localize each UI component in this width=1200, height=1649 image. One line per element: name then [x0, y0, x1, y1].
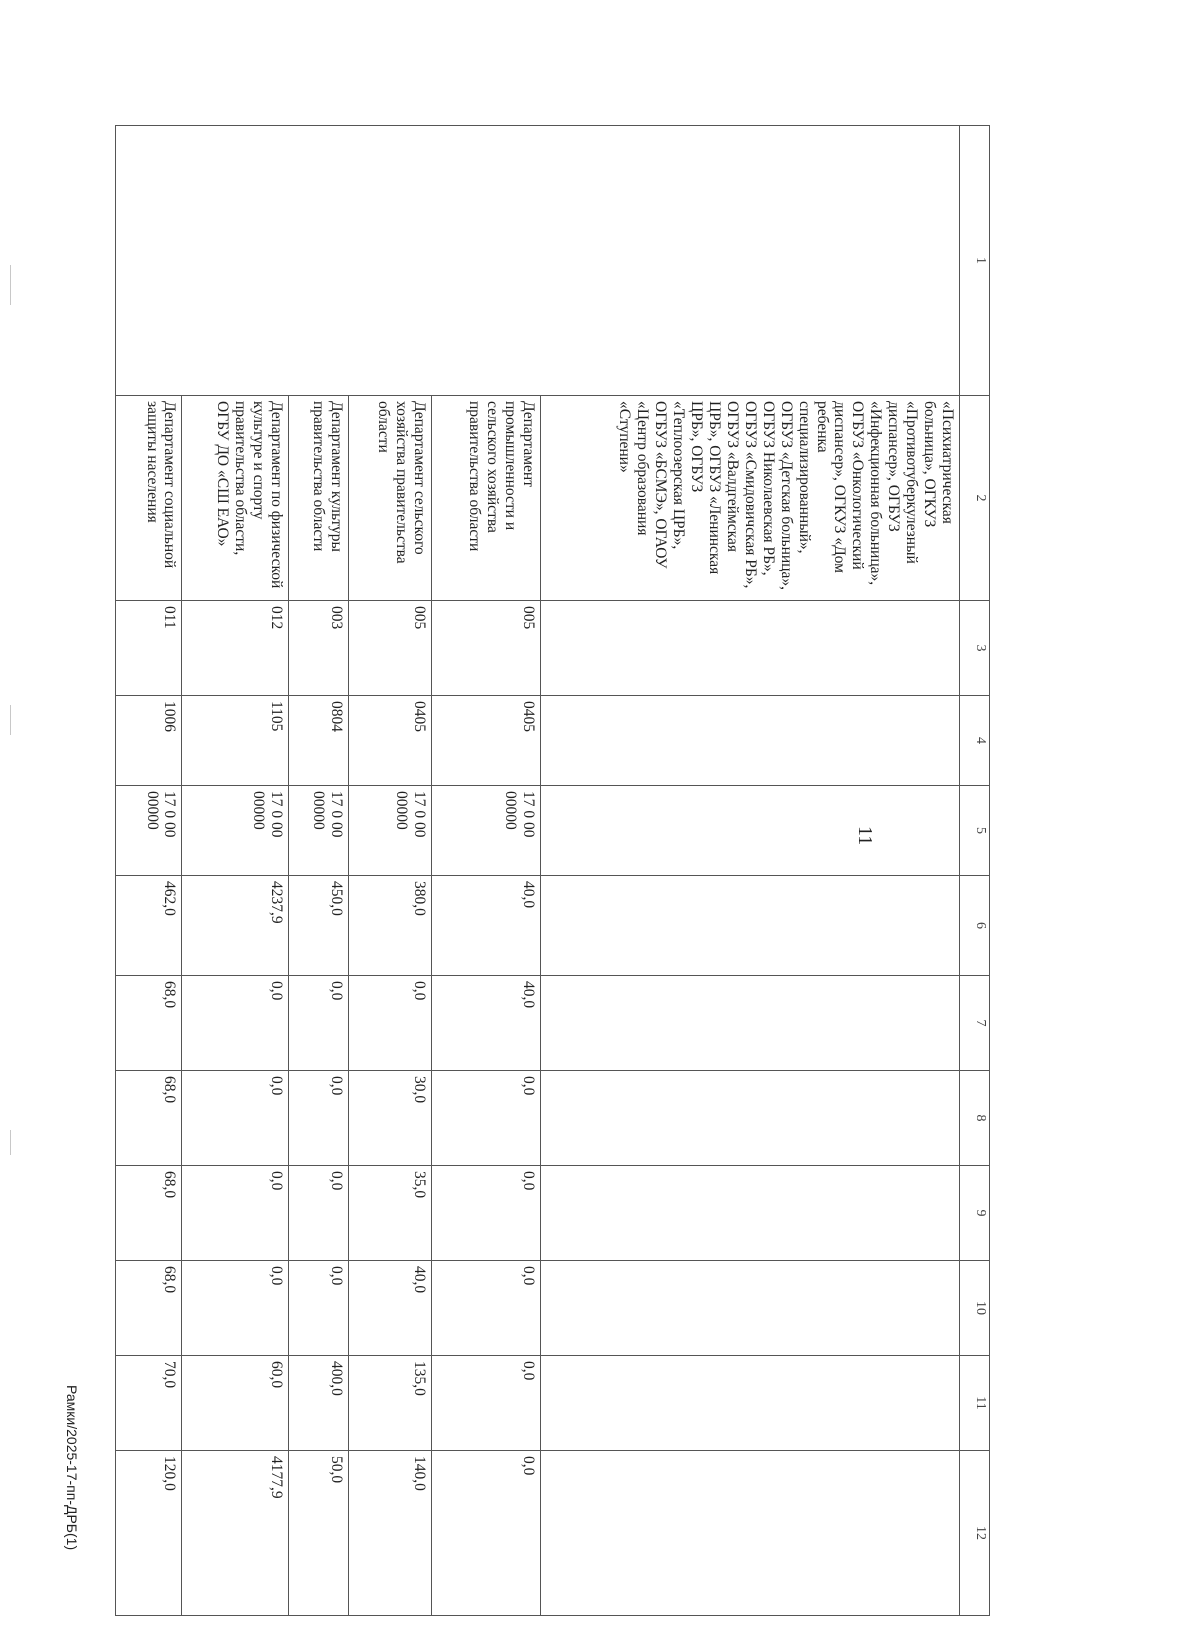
column-number: 7	[960, 976, 990, 1071]
budget-table-grid	[115, 125, 990, 1616]
cell-value: 4237,9	[182, 876, 289, 976]
cell-value: 0,0	[431, 1166, 540, 1261]
cell-value: 50,0	[289, 1451, 348, 1616]
cell-section: 0405	[348, 696, 431, 786]
cell-code: 003	[289, 601, 348, 696]
cell-value: 462,0	[116, 876, 183, 976]
cell-section: 1006	[116, 696, 183, 786]
cell-section: 0804	[289, 696, 348, 786]
row-name: Департамент промышленности и сельского хозяйства правительства области	[431, 396, 540, 601]
cell-value: 0,0	[289, 976, 348, 1071]
column-number: 4	[960, 696, 990, 786]
column-number: 9	[960, 1166, 990, 1261]
cell-code	[541, 601, 960, 696]
cell-value: 68,0	[116, 1261, 183, 1356]
row-name: «Психиатрическая больница», ОГКУЗ «Противотуберкулезный диспансер», ОГБУЗ «Инфекционная больница», ОГБУЗ «Онкологический диспансер», ОГКУЗ «Дом ребенка специализированный», ОГБУЗ «Детская больница», ОГБУЗ Николаевская РБ», ОГБУЗ «Смидовичская РБ», ОГБУЗ «Валдгеймская ЦРБ», ОГБУЗ «Ленинская ЦРБ», ОГБУЗ «Теплоозерская ЦРБ», ОГБУЗ «БСМЭ», ОГАОУ «Центр образования «Ступени»	[541, 396, 960, 601]
cell-value: 0,0	[289, 1166, 348, 1261]
column-number: 6	[960, 876, 990, 976]
cell-value: 120,0	[116, 1451, 183, 1616]
cell-target: 17 0 00 00000	[182, 786, 289, 876]
cell-value: 70,0	[116, 1356, 183, 1451]
cell-value: 60,0	[182, 1356, 289, 1451]
cell-section: 0405	[431, 696, 540, 786]
cell-code: 012	[182, 601, 289, 696]
cell-value: 0,0	[348, 976, 431, 1071]
cell-value: 0,0	[431, 1071, 540, 1166]
cell-target	[541, 786, 960, 876]
cell-value: 0,0	[182, 1071, 289, 1166]
row-name: Департамент культуры правительства области	[289, 396, 348, 601]
cell-value	[541, 1261, 960, 1356]
cell-target: 17 0 00 00000	[431, 786, 540, 876]
column-number: 5	[960, 786, 990, 876]
column-number-row	[960, 126, 990, 1616]
cell-value: 68,0	[116, 976, 183, 1071]
column-number: 12	[960, 1451, 990, 1616]
cell-target: 17 0 00 00000	[289, 786, 348, 876]
column-number: 8	[960, 1071, 990, 1166]
cell-value: 0,0	[289, 1071, 348, 1166]
table-row	[541, 126, 960, 1616]
scan-mark	[10, 705, 11, 735]
scan-mark	[10, 265, 11, 305]
cell-value: 140,0	[348, 1451, 431, 1616]
scan-mark	[10, 1130, 11, 1155]
cell-code: 011	[116, 601, 183, 696]
cell-value: 0,0	[182, 1166, 289, 1261]
cell-value	[541, 1166, 960, 1261]
page-number: 11	[854, 826, 876, 846]
document-footer: Рамки/2025-17-пп-ДРБ(1)	[64, 1385, 80, 1551]
column-number: 10	[960, 1261, 990, 1356]
cell-value: 4177,9	[182, 1451, 289, 1616]
column-number: 11	[960, 1356, 990, 1451]
cell-value: 135,0	[348, 1356, 431, 1451]
cell-value: 68,0	[116, 1071, 183, 1166]
cell-value	[541, 1071, 960, 1166]
column-number: 2	[960, 396, 990, 601]
column-number: 3	[960, 601, 990, 696]
cell-section	[541, 696, 960, 786]
cell-value: 0,0	[431, 1356, 540, 1451]
cell-code: 005	[431, 601, 540, 696]
cell-value	[541, 876, 960, 976]
row-label	[116, 126, 960, 396]
cell-value: 0,0	[431, 1261, 540, 1356]
cell-value: 380,0	[348, 876, 431, 976]
cell-value: 0,0	[289, 1261, 348, 1356]
cell-value: 400,0	[289, 1356, 348, 1451]
budget-table	[115, 125, 990, 1615]
row-name: Департамент по физической культуре и спорту правительства области, ОГБУ ДО «СШ ЕАО»	[182, 396, 289, 601]
cell-value: 30,0	[348, 1071, 431, 1166]
cell-target: 17 0 00 00000	[348, 786, 431, 876]
cell-value: 0,0	[182, 1261, 289, 1356]
cell-section: 1105	[182, 696, 289, 786]
row-name: Департамент социальной защиты населения	[116, 396, 183, 601]
cell-value	[541, 1451, 960, 1616]
cell-value: 0,0	[182, 976, 289, 1071]
cell-value: 450,0	[289, 876, 348, 976]
cell-value: 40,0	[431, 976, 540, 1071]
cell-value: 40,0	[348, 1261, 431, 1356]
cell-value	[541, 976, 960, 1071]
cell-value: 40,0	[431, 876, 540, 976]
column-number: 1	[960, 126, 990, 396]
row-name: Департамент сельского хозяйства правительства области	[348, 396, 431, 601]
cell-value	[541, 1356, 960, 1451]
cell-value: 35,0	[348, 1166, 431, 1261]
cell-code: 005	[348, 601, 431, 696]
cell-target: 17 0 00 00000	[116, 786, 183, 876]
cell-value: 0,0	[431, 1451, 540, 1616]
cell-value: 68,0	[116, 1166, 183, 1261]
